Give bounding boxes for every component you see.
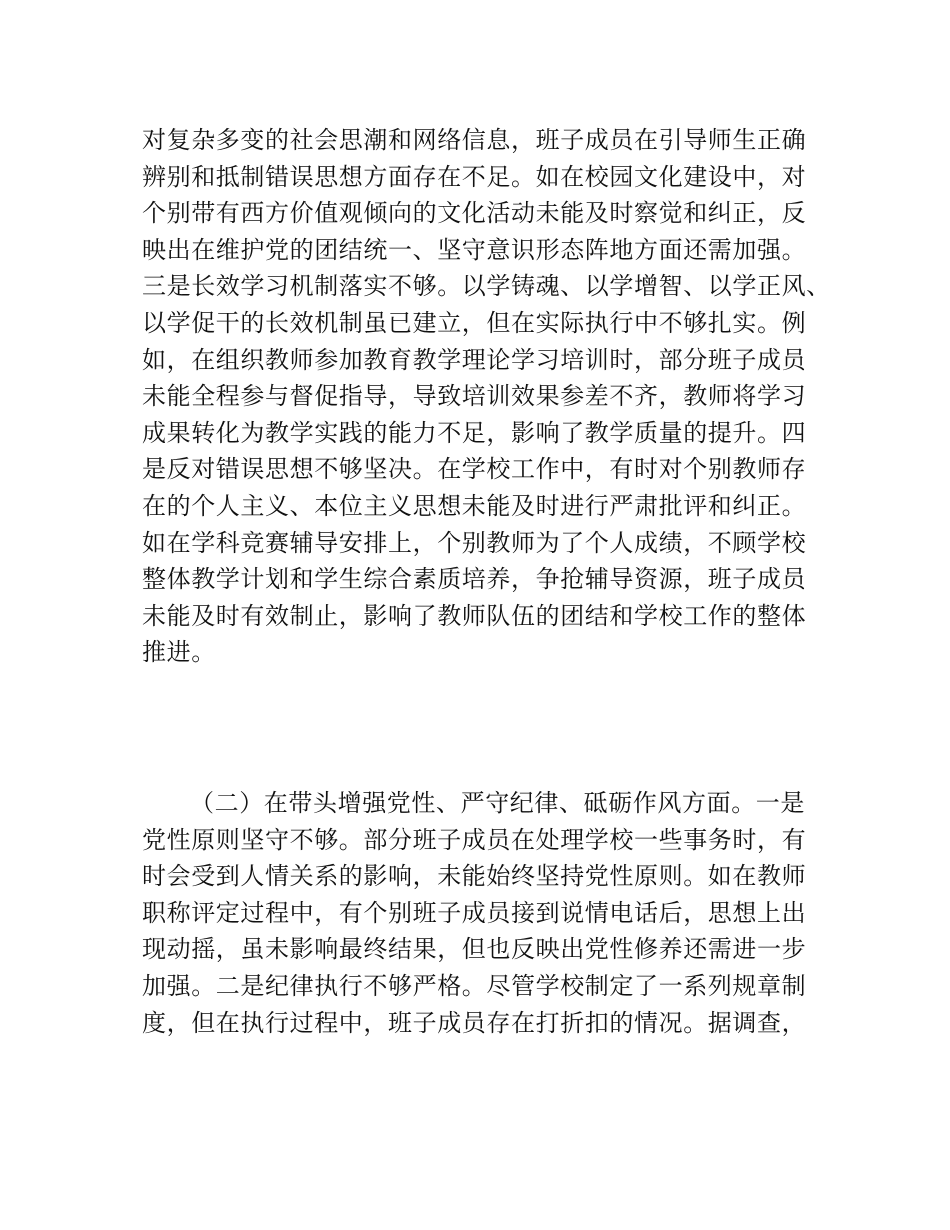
paragraph-1-line: 推进。 <box>142 638 216 667</box>
paragraph-2-line: 党性原则坚守不够。部分班子成员在处理学校一些事务时，有 <box>142 825 807 854</box>
paragraph-2-line: 职称评定过程中，有个别班子成员接到说情电话后，思想上出 <box>142 898 807 927</box>
paragraph-1-line: 对复杂多变的社会思潮和网络信息，班子成员在引导师生正确 <box>142 126 807 154</box>
paragraph-1 <box>142 122 831 671</box>
paragraph-1-line: 辨别和抵制错误思想方面存在不足。如在校园文化建设中，对 <box>142 162 807 191</box>
paragraph-1-line: 成果转化为教学实践的能力不足，影响了教学质量的提升。四 <box>142 418 807 447</box>
paragraph-1-line: 是反对错误思想不够坚决。在学校工作中，有时对个别教师存 <box>142 455 807 484</box>
paragraph-2 <box>142 785 813 1041</box>
paragraph-1-line: 整体教学计划和学生综合素质培养，争抢辅导资源，班子成员 <box>142 565 807 594</box>
paragraph-1-line: 未能及时有效制止，影响了教师队伍的团结和学校工作的整体 <box>142 601 807 630</box>
paragraph-2-line: （二）在带头增强党性、严守纪律、砥砺作风方面。一是 <box>190 789 805 817</box>
paragraph-2-line: 度，但在执行过程中，班子成员存在打折扣的情况。据调查， <box>142 1008 807 1037</box>
paragraph-1-line: 以学促干的长效机制虽已建立，但在实际执行中不够扎实。例 <box>142 308 807 337</box>
paragraph-2-line: 现动摇，虽未影响最终结果，但也反映出党性修养还需进一步 <box>142 935 807 964</box>
paragraph-1-line: 如在学科竞赛辅导安排上，个别教师为了个人成绩，不顾学校 <box>142 528 807 557</box>
paragraph-1-line: 在的个人主义、本位主义思想未能及时进行严肃批评和纠正。 <box>142 491 807 520</box>
paragraph-1-line: 未能全程参与督促指导，导致培训效果参差不齐，教师将学习 <box>142 382 807 411</box>
paragraph-1-line: 三是长效学习机制落实不够。以学铸魂、以学增智、以学正风、 <box>142 272 831 301</box>
paragraph-1-line: 映出在维护党的团结统一、坚守意识形态阵地方面还需加强。 <box>142 235 807 264</box>
paragraph-1-line: 个别带有西方价值观倾向的文化活动未能及时察觉和纠正，反 <box>142 199 807 228</box>
paragraph-2-line: 加强。二是纪律执行不够严格。尽管学校制定了一系列规章制 <box>142 971 807 1000</box>
paragraph-1-line: 如，在组织教师参加教育教学理论学习培训时，部分班子成员 <box>142 345 807 374</box>
paragraph-2-line: 时会受到人情关系的影响，未能始终坚持党性原则。如在教师 <box>142 862 807 891</box>
